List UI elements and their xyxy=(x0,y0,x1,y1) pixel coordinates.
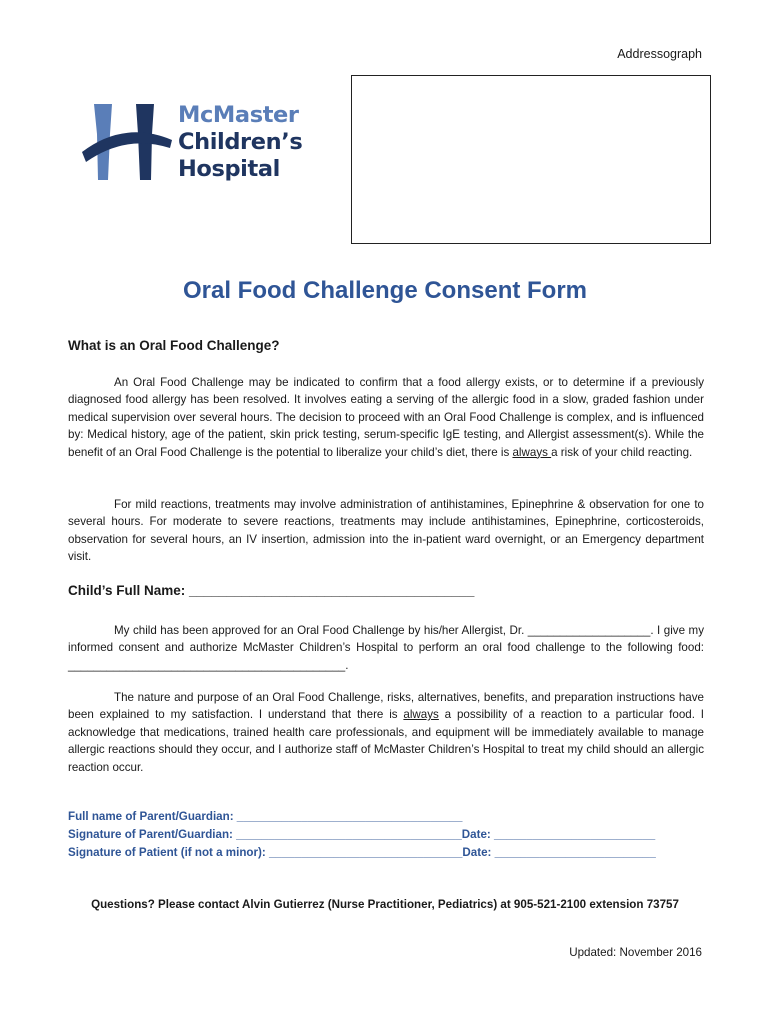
emphasis-always-2: always xyxy=(403,708,439,722)
updated-date: Updated: November 2016 xyxy=(569,946,702,959)
contact-info: Questions? Please contact Alvin Gutierrez (Nurse Practitioner, Pediatrics) at 905-521-2100 extension 73757 xyxy=(91,898,679,911)
child-name-label: Child’s Full Name: xyxy=(68,583,190,598)
parent-name-field[interactable]: Full name of Parent/Guardian: ___________________________________ xyxy=(68,810,463,823)
consent-text: The nature and purpose of an Oral Food Challenge, risks, alternatives, benefits, and preparation instructions have been explained to my satisfaction. I understand that there is xyxy=(68,691,704,722)
parent-signature-field[interactable]: Signature of Parent/Guardian: ___________________________________Date: _________________________ xyxy=(68,828,656,841)
patient-signature-field[interactable]: Signature of Patient (if not a minor): ______________________________Date: _________________________ xyxy=(68,846,656,859)
logo-line-mcmaster: McMaster xyxy=(178,102,299,128)
reactions-text: For mild reactions, treatments may involve administration of antihistamines, Epinephrine & observation for one to several hours. For moderate to severe reactions, treatments may include antihistamines, Epinephrine, corticosteroids, observation for several hours, an IV insertion, admission into the in-patient ward overnight, or an Emergency department visit. xyxy=(68,498,704,564)
addressograph-box xyxy=(351,75,711,244)
intro-paragraph xyxy=(68,374,704,461)
section-heading: What is an Oral Food Challenge? xyxy=(68,338,280,353)
logo-line-childrens: Children’s xyxy=(178,129,303,155)
intro-text: An Oral Food Challenge may be indicated to confirm that a food allergy exists, or to determine if a previously diagnosed food allergy has been resolved. It involves eating a serving of the allergic food in a slow, graded fashion under medical supervision over several hours. The decision to proceed with an Oral Food Challenge is complex, and is influenced by: Medical history, age of the patient, skin prick testing, serum-specific IgE testing, and Allergist assessment(s). While the benefit of an Oral Food Challenge is the potential to liberalize your child’s diet, there is xyxy=(68,376,704,459)
hospital-logo xyxy=(80,100,320,190)
child-name-blank[interactable]: ______________________________________ xyxy=(189,583,475,598)
logo-wordmark xyxy=(178,102,302,183)
consent-text-end: a possibility of a reaction to a particular food. I acknowledge that medications, trained health care professionals, and equipment will be immediately available to manage allergic reactions should they occur, and I authorize staff of McMaster Children’s Hospital to treat my child should an allergic reaction occur. xyxy=(68,708,704,774)
child-name-field[interactable] xyxy=(68,583,474,598)
reactions-paragraph xyxy=(68,496,704,566)
addressograph-label: Addressograph xyxy=(617,47,702,61)
intro-text-end: a risk of your child reacting. xyxy=(551,445,693,459)
approval-paragraph xyxy=(68,622,704,674)
consent-paragraph xyxy=(68,689,704,776)
form-title: Oral Food Challenge Consent Form xyxy=(182,277,588,304)
emphasis-always: always xyxy=(512,445,552,459)
hospital-h-logo-icon xyxy=(80,100,175,190)
approval-text: My child has been approved for an Oral Food Challenge by his/her Allergist, Dr. ___________________. I give my informed consent and authorize McMaster Children’s Hospital to perform an oral food challenge to the following food: ___________________________________________. xyxy=(68,624,704,672)
logo-line-hospital: Hospital xyxy=(178,156,280,182)
